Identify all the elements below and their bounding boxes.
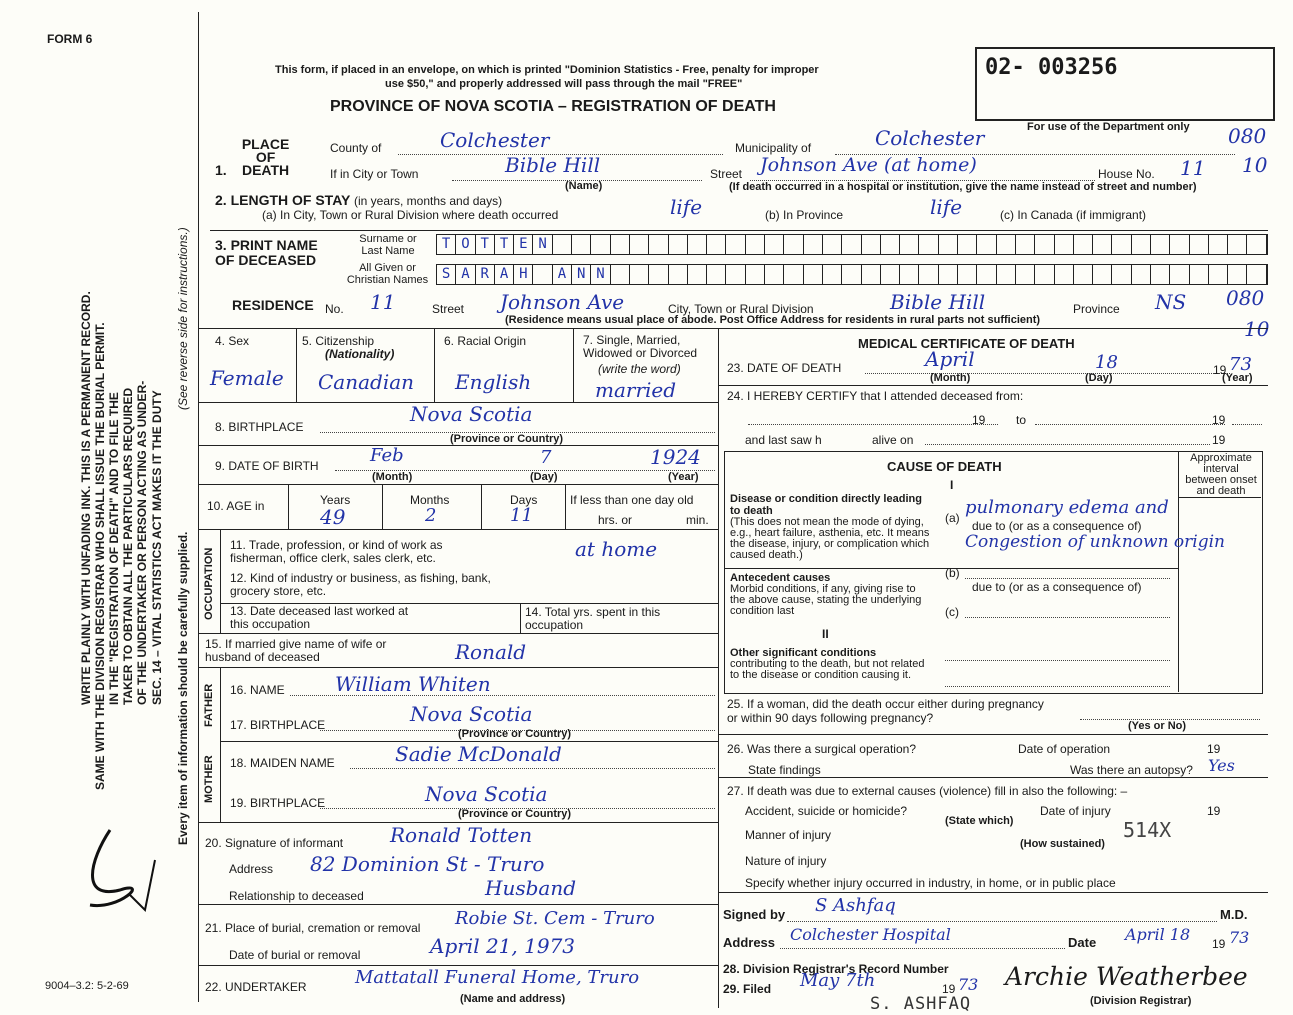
birthplace-caption: (Province or Country) [450, 433, 564, 445]
findings-label: State findings [748, 763, 821, 777]
dept-code3: 080 [1226, 286, 1265, 310]
dob-year-caption: (Year) [668, 471, 699, 483]
racial-label: 6. Racial Origin [444, 334, 527, 348]
death-month-caption: (Month) [930, 372, 971, 384]
death-year: 73 [1229, 354, 1252, 375]
antecedent-label: Antecedent causes [730, 572, 831, 584]
antecedent-note: Morbid conditions, if any, giving rise to the above cause, stating the underlying condition last [730, 583, 922, 617]
burial-place: Robie St. Cem - Truro [455, 908, 655, 929]
dept-use: For use of the Department only [1027, 121, 1190, 133]
dept-code4: 10 [1244, 317, 1270, 341]
burial-place-label: 21. Place of burial, cremation or removal [205, 921, 421, 935]
racial-value: English [455, 370, 532, 394]
statute-line6: WRITE PLAINLY WITH UNFADING INK. THIS IS A PERMANENT RECORD. [79, 291, 93, 705]
undertaker-value: Mattatall Funeral Home, Truro [355, 967, 640, 988]
citizenship-note: (Nationality) [325, 347, 395, 361]
last-worked-label: 13. Date deceased last worked at this occupation [230, 604, 409, 631]
sex-value: Female [210, 366, 284, 390]
how-sustained-caption: (How sustained) [1020, 838, 1105, 850]
dob-year: 1924 [650, 445, 701, 469]
mother-name-label: 18. MAIDEN NAME [230, 756, 335, 770]
cert-19-a: 19 [972, 413, 986, 427]
stay-label [215, 192, 502, 208]
house-value: 11 [1180, 156, 1206, 180]
street-label: Street [710, 167, 743, 181]
months-label: Months [410, 493, 450, 507]
stamp-name: S. ASHFAQ [870, 994, 972, 1014]
op-date-label: Date of operation [1018, 742, 1111, 756]
county-value: Colchester [440, 128, 550, 152]
addr-label: Address [723, 935, 776, 950]
specify-label: Specify whether injury occurred in industry, in home, or in public place [745, 876, 1116, 890]
cert-19-b: 19 [1212, 413, 1226, 427]
filed-year: 73 [958, 975, 979, 994]
state-which-caption: (State which) [945, 815, 1014, 827]
birthplace-label: 8. BIRTHPLACE [215, 420, 304, 434]
stay-province-value: life [930, 195, 963, 219]
registrar-caption: (Division Registrar) [1090, 995, 1192, 1007]
addr-value: Colchester Hospital [790, 925, 951, 944]
years-label: Years [320, 493, 351, 507]
reg-number: 02- 003256 [985, 55, 1118, 80]
place-label-text: PLACE OF DEATH [241, 136, 290, 178]
less-day-label: If less than one day old [570, 493, 694, 507]
cert-to: to [1016, 413, 1027, 427]
filed-value: May 7th [800, 970, 876, 991]
residence-division-label: City, Town or Rural Division [668, 302, 814, 316]
place-label [215, 138, 301, 177]
form-number: FORM 6 [47, 32, 93, 46]
occupation-side-label: OCCUPATION [203, 547, 215, 620]
page-title: PROVINCE OF NOVA SCOTIA – REGISTRATION OF DEATH [330, 98, 776, 115]
city-value: Bible Hill [505, 153, 601, 177]
statute-line4: IN THE "REGISTRATION OF DEATH" AND TO FILE THE [107, 392, 121, 705]
statute-line2: OF THE UNDERTAKER OR PERSON ACTING AS UNDER- [135, 380, 149, 705]
dob-day: 7 [540, 447, 552, 468]
industry-label: 12. Kind of industry or business, as fishing, bank, grocery store, etc. [230, 571, 491, 598]
surgery-label: 26. Was there a surgical operation? [727, 742, 916, 756]
name-label: 3. PRINT NAME OF DECEASED [215, 237, 318, 268]
supply-note: Every item of information should be carefully supplied. [176, 531, 190, 845]
other-note: contributing to the death, but not related to the disease or condition causing it. [730, 658, 925, 681]
stay-city-label: (a) In City, Town or Rural Division where death occurred [262, 208, 559, 222]
mother-side-label: MOTHER [203, 755, 215, 803]
given-grid: S A R A H A N N [436, 264, 1268, 285]
filed-label: 29. Filed [723, 982, 772, 996]
nature-label: Nature of injury [745, 854, 827, 868]
spouse-label: 15. If married give name of wife or husband of deceased [205, 637, 387, 664]
county-label: County of [330, 141, 382, 155]
residence-province: NS [1155, 290, 1187, 314]
death-day: 18 [1095, 352, 1118, 373]
residence-no-label: No. [325, 302, 344, 316]
father-name: William Whiten [335, 672, 491, 696]
residence-division: Bible Hill [890, 290, 986, 314]
notice-line2: use $50," and properly addressed will pass through the mail "FREE" [385, 78, 743, 90]
house-label: House No. [1098, 167, 1155, 181]
dob-day-caption: (Day) [530, 471, 558, 483]
date-signed-label: Date [1068, 935, 1097, 950]
autopsy-value: Yes [1208, 756, 1235, 775]
days-value: 11 [510, 505, 533, 526]
direct-note: (This does not mean the mode of dying, e.g., heart failure, asthenia, etc. It means the disease, injury, or complication which caused death.) [730, 516, 930, 561]
roman-one: I [950, 478, 954, 492]
death-year-prefix: 19 [1213, 363, 1227, 377]
stay-province-label: (b) In Province [765, 208, 844, 222]
injury-date-label: Date of injury [1040, 804, 1111, 818]
street-value: Johnson Ave (at home) [760, 154, 977, 176]
medical-title: MEDICAL CERTIFICATE OF DEATH [858, 336, 1075, 351]
notice-line1: This form, if placed in an envelope, on which is printed "Dominion Statistics - Free, penalty for improper [275, 64, 819, 76]
given-label: All Given or Christian Names [346, 262, 429, 286]
hospital-note: (If death occurred in a hospital or institution, give the name instead of street and number) [729, 181, 1197, 193]
cause-a-label: (a) [945, 511, 960, 525]
dob-month: Feb [370, 445, 404, 466]
citizenship-value: Canadian [318, 370, 415, 394]
mother-bp-label: 19. BIRTHPLACE [230, 796, 326, 810]
min-label: min. [686, 513, 709, 527]
statute-line3: TAKER TO OBTAIN ALL THE PARTICULARS REQUIRED [121, 387, 135, 705]
injury-date-19: 19 [1207, 804, 1221, 818]
statute-line1: SEC. 14 – VITAL STATISTICS ACT MAKES IT THE DUTY [150, 390, 164, 705]
relationship-label: Relationship to deceased [229, 889, 364, 903]
certify-label: 24. I HEREBY CERTIFY that I attended deceased from: [727, 389, 1024, 403]
pregnancy-label: 25. If a woman, did the death occur either during pregnancy or within 90 days following pregnancy? [727, 697, 1044, 725]
residence-label: RESIDENCE [232, 297, 314, 313]
informant-address-label: Address [229, 862, 274, 876]
informant-address: 82 Dominion St - Truro [310, 852, 545, 876]
residence-province-label: Province [1073, 302, 1120, 316]
cert-19-c: 19 [1212, 433, 1226, 447]
initial-mark [60, 820, 180, 920]
undertaker-caption: (Name and address) [460, 993, 566, 1005]
cause-a: pulmonary edema and [965, 497, 1169, 518]
md-label: M.D. [1220, 907, 1248, 922]
residence-note: (Residence means usual place of abode. Post Office Address for residents in rural parts not sufficient) [505, 314, 1041, 326]
burial-date-label: Date of burial or removal [229, 948, 361, 962]
dept-code1: 080 [1228, 124, 1267, 148]
reg-no-label: 28. Division Registrar's Record Number [723, 962, 949, 976]
direct-label: Disease or condition directly leading to death [730, 493, 922, 517]
stay-city-value: life [670, 195, 703, 219]
trade-value: at home [575, 537, 658, 561]
father-name-label: 16. NAME [230, 683, 285, 697]
dept-code2: 10 [1242, 153, 1268, 177]
citizenship-label: 5. Citizenship [302, 334, 375, 348]
marital-value: married [595, 378, 677, 402]
trade-label: 11. Trade, profession, or kind of work as fisherman, office clerk, sales clerk, etc. [230, 538, 443, 565]
municipality-label: Municipality of [735, 141, 812, 155]
death-day-caption: (Day) [1085, 372, 1113, 384]
filed-19: 19 [942, 982, 956, 996]
hrs-label: hrs. or [598, 513, 633, 527]
informant-sig: Ronald Totten [390, 823, 533, 847]
place-label-num: 1. [215, 162, 227, 178]
marital-note: (write the word) [598, 362, 681, 376]
yes-no-caption: (Yes or No) [1128, 720, 1187, 732]
date-signed-value: April 18 [1125, 925, 1191, 944]
cause-c-label: (c) [945, 605, 959, 619]
dob-label: 9. DATE OF BIRTH [215, 459, 319, 473]
cause-a2: Congestion of unknown origin [965, 532, 1225, 552]
father-bp: Nova Scotia [410, 702, 533, 726]
municipality-value: Colchester [875, 126, 985, 150]
code-514: 514X [1123, 818, 1172, 842]
residence-no: 11 [370, 290, 396, 314]
print-code: 9004–3.2: 5-2-69 [45, 980, 129, 992]
date-signed-19: 19 [1212, 937, 1226, 951]
residence-street-label: Street [432, 302, 465, 316]
name-caption: (Name) [565, 180, 603, 192]
other-label: Other significant conditions [730, 647, 877, 659]
marital-label: 7. Single, Married, Widowed or Divorced [583, 333, 698, 360]
relationship-value: Husband [485, 876, 576, 900]
spouse-value: Ronald [455, 640, 527, 664]
total-years-label: 14. Total yrs. spent in this occupation [525, 605, 661, 632]
last-saw-label: and last saw h [745, 433, 822, 447]
father-bp-caption: (Province or Country) [458, 728, 572, 740]
signed-value: S Ashfaq [815, 895, 896, 916]
informant-sig-label: 20. Signature of informant [205, 836, 344, 850]
interval-label: Approximate interval between onset and death [1185, 452, 1257, 497]
years-value: 49 [320, 505, 346, 529]
due-to-2: due to (or as a consequence of) [972, 580, 1142, 594]
registrar-signature: Archie Weatherbee [1005, 962, 1248, 991]
burial-date: April 21, 1973 [430, 934, 576, 958]
external-label: 27. If death was due to external causes (violence) fill in also the following: – [727, 784, 1128, 798]
cause-title: CAUSE OF DEATH [887, 459, 1002, 474]
undertaker-label: 22. UNDERTAKER [205, 980, 307, 994]
birthplace-value: Nova Scotia [410, 402, 533, 426]
mother-name: Sadie McDonald [395, 742, 562, 766]
age-label: 10. AGE in [207, 499, 265, 513]
months-value: 2 [425, 505, 437, 526]
surname-grid: T O T T E N [436, 234, 1268, 255]
father-bp-label: 17. BIRTHPLACE [230, 718, 326, 732]
stay-label-text: 2. LENGTH OF STAY [215, 192, 351, 208]
roman-two: II [822, 627, 829, 641]
city-label: If in City or Town [330, 167, 419, 181]
days-label: Days [510, 493, 538, 507]
death-date-label: 23. DATE OF DEATH [727, 361, 842, 375]
father-side-label: FATHER [203, 683, 215, 727]
date-signed-year: 73 [1229, 928, 1250, 947]
signed-label: Signed by [723, 907, 786, 922]
manner-label: Manner of injury [745, 828, 832, 842]
death-month: April [925, 347, 975, 371]
mother-bp-caption: (Province or Country) [458, 808, 572, 820]
stay-label-note: (in years, months and days) [354, 194, 503, 208]
op-date-19: 19 [1207, 742, 1221, 756]
stay-canada-label: (c) In Canada (if immigrant) [1000, 208, 1147, 222]
death-year-caption: (Year) [1222, 372, 1253, 384]
surname-label: Surname or Last Name [359, 233, 417, 257]
alive-label: alive on [872, 433, 914, 447]
dob-month-caption: (Month) [372, 471, 413, 483]
cause-b-label: (b) [945, 566, 960, 580]
statute-line5: SAME WITH THE DIVISION REGISTRAR WHO SHALL ISSUE THE BURIAL PERMIT. [93, 322, 107, 790]
due-to-1: due to (or as a consequence of) [972, 519, 1142, 533]
autopsy-label: Was there an autopsy? [1070, 763, 1193, 777]
left-border [198, 12, 199, 1002]
residence-street: Johnson Ave [500, 290, 625, 314]
sex-label: 4. Sex [215, 334, 250, 348]
reverse-note: (See reverse side for instructions.) [176, 227, 190, 410]
accident-label: Accident, suicide or homicide? [745, 804, 908, 818]
mother-bp: Nova Scotia [425, 782, 548, 806]
